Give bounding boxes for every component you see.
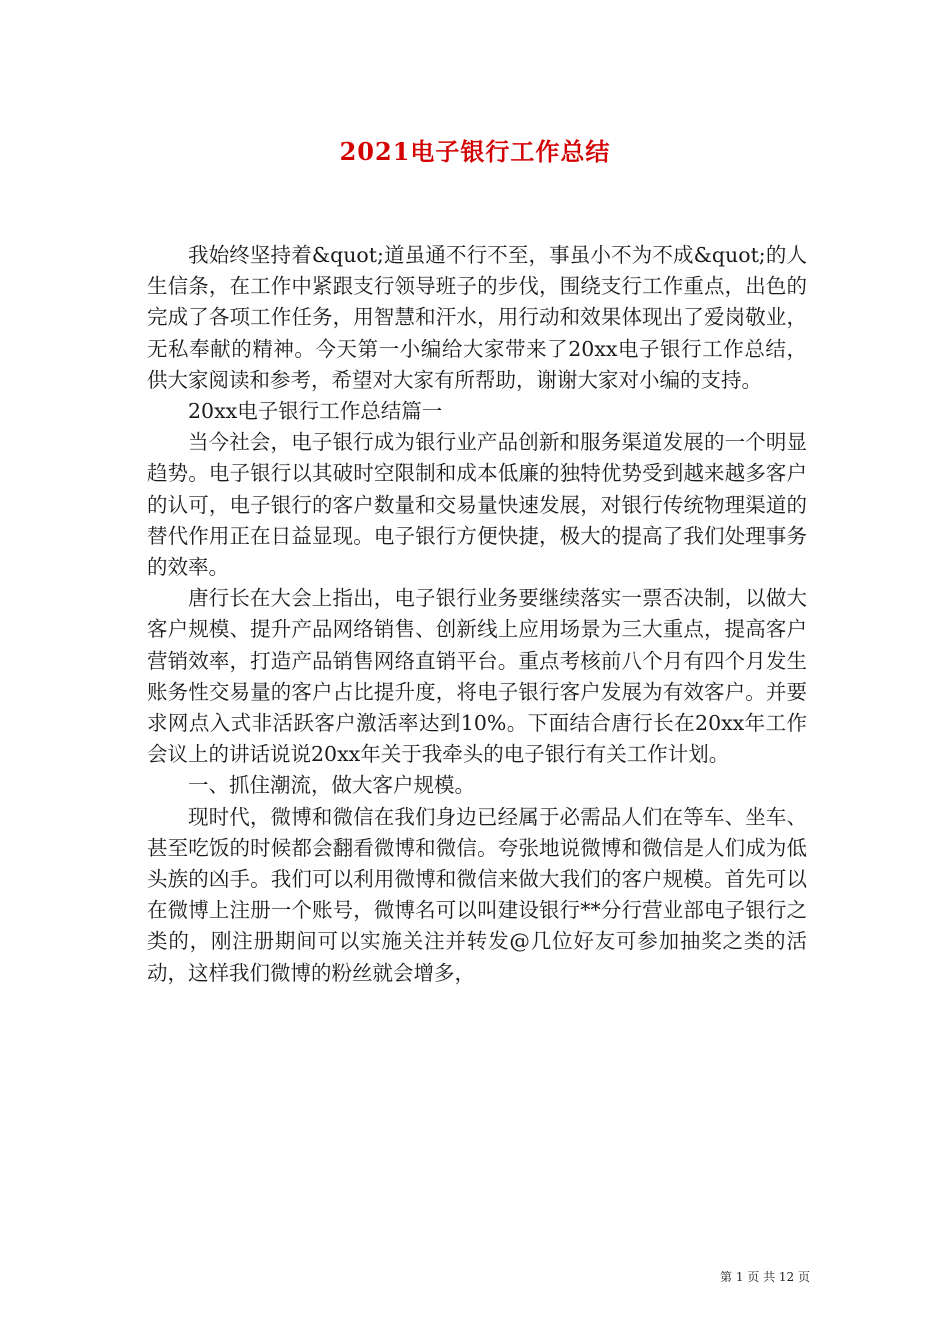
paragraph-intro: 我始终坚持着&quot;道虽通不行不至，事虽小不为不成&quot;的人生信条，在工作中紧跟支行领导班子的步伐，围绕支行工作重点，出色的完成了各项工作任务，用智慧和汗水，用行动和效果体现出了爱岗敬业，无私奉献的精神。今天第一小编给大家带来了20xx电子银行工作总结，供大家阅读和参考，希望对大家有所帮助，谢谢大家对小编的支持。: [147, 243, 807, 392]
document-title: 2021电子银行工作总结: [339, 137, 611, 166]
section-heading: 20xx电子银行工作总结篇一: [188, 399, 443, 424]
paragraph: 现时代，微博和微信在我们身边已经属于必需品人们在等车、坐车、甚至吃饭的时候都会翻看微博和微信。夸张地说微博和微信是人们成为低头族的凶手。我们可以利用微博和微信来做大我们的客户规模。首先可以在微博上注册一个账号，微博名可以叫建设银行**分行营业部电子银行之类的，刚注册期间可以实施关注并转发@几位好友可参加抽奖之类的活动，这样我们微博的粉丝就会增多，: [147, 804, 807, 985]
subsection-heading: 一、抓住潮流，做大客户规模。: [188, 773, 475, 798]
paragraph: 当今社会，电子银行成为银行业产品创新和服务渠道发展的一个明显趋势。电子银行以其破时空限制和成本低廉的独特优势受到越来越多客户的认可，电子银行的客户数量和交易量快速发展，对银行传统物理渠道的替代作用正在日益显现。电子银行方便快捷，极大的提高了我们处理事务的效率。: [147, 430, 807, 580]
document-body: [147, 240, 807, 989]
paragraph: 唐行长在大会上指出，电子银行业务要继续落实一票否决制，以做大客户规模、提升产品网络销售、创新线上应用场景为三大重点，提高客户营销效率，打造产品销售网络直销平台。重点考核前八个月有四个月发生账务性交易量的客户占比提升度，将电子银行客户发展为有效客户。并要求网点入式非活跃客户激活率达到10%。下面结合唐行长在20xx年工作会议上的讲话说说20xx年关于我牵头的电子银行有关工作计划。: [147, 586, 807, 767]
page-number: 第 1 页 共 12 页: [720, 1270, 810, 1284]
